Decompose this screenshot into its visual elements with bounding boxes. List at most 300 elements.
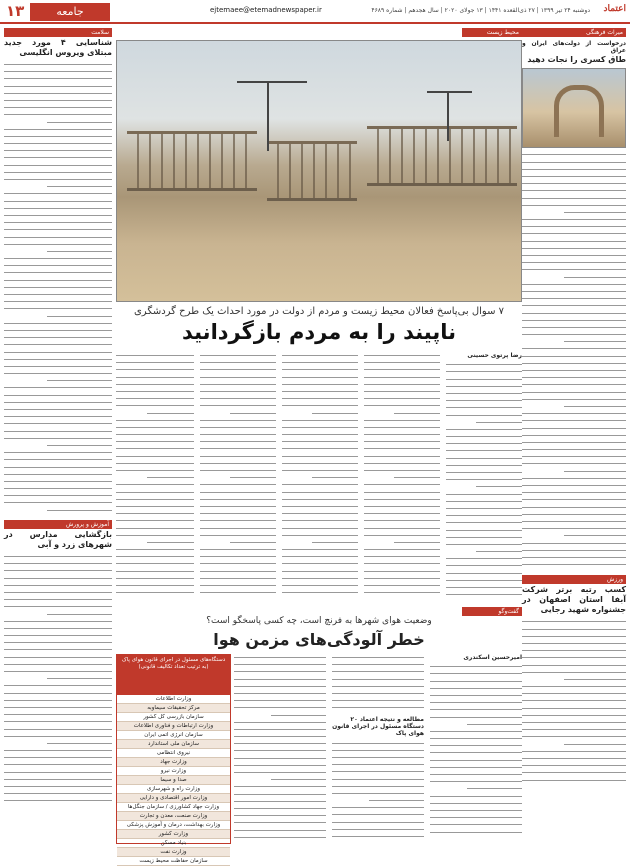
text-line [4,327,112,334]
text-line [47,611,112,618]
text-line [234,719,326,726]
text-line [234,762,326,769]
text-line [332,676,424,683]
text-line [116,352,194,359]
text-line [332,819,424,826]
text-line [364,445,440,452]
text-line [4,133,112,140]
text-line [47,313,112,320]
text-line [200,388,276,395]
heritage-title[interactable]: طاق کسری را نجات دهید [527,55,626,65]
text-line [430,771,522,778]
story-col-3 [282,352,358,606]
text-line [522,654,626,661]
text-line [332,690,424,697]
table-header: دستگاه‌های مسئول در اجرای قانون هوای پاک (به ترتیب تعداد تکالیف قانونی) [117,655,230,695]
table-row: مرکز تحقیقات سیماوبه [117,704,230,713]
text-line [394,539,440,546]
text-line [116,532,194,539]
text-line [4,111,112,118]
text-line [522,719,626,726]
text-line [476,419,522,426]
text-line [234,769,326,776]
text-line [4,582,112,589]
text-line [200,417,276,424]
text-line [116,546,194,553]
text-line [4,334,112,341]
text-line [522,238,626,245]
text-line [446,383,522,390]
text-line [47,248,112,255]
text-line [430,678,522,685]
text-line [522,151,626,158]
text-line [200,503,276,510]
text-line [200,525,276,532]
text-line [522,252,626,259]
text-line [47,740,112,747]
text-line [200,453,276,460]
text-line [4,499,112,506]
text-line [116,374,194,381]
text-line [116,589,194,596]
text-line [332,697,424,704]
text-line [4,575,112,582]
sport-body [522,618,626,788]
text-line [200,546,276,553]
text-line [522,540,626,547]
text-line [430,829,522,836]
text-line [4,384,112,391]
text-line [282,445,358,452]
text-line [430,692,522,699]
text-line [282,460,358,467]
text-line [564,468,626,475]
text-line [4,747,112,754]
text-line [4,560,112,567]
text-line [446,469,522,476]
text-line [522,690,626,697]
table-row: نیروی انتظامی [117,749,230,758]
text-line [116,481,194,488]
text-line [364,402,440,409]
text-line [522,633,626,640]
text-line [4,711,112,718]
text-line [116,568,194,575]
text-line [522,669,626,676]
text-line [4,370,112,377]
text-line [282,510,358,517]
text-line [522,317,626,324]
text-line [4,205,112,212]
text-line [200,575,276,582]
text-line [234,697,326,704]
text-line [564,532,626,539]
text-line [47,119,112,126]
text-line [364,525,440,532]
text-line [200,496,276,503]
text-line [4,154,112,161]
text-line [234,755,326,762]
text-line [522,518,626,525]
text-line [147,410,194,417]
text-line [116,388,194,395]
text-line [4,169,112,176]
text-line [364,395,440,402]
byline-air: امیرحسین اسکندری [463,654,522,661]
text-line [430,807,522,814]
main-subheadline: ۷ سوال بی‌پاسخ فعالان محیط زیست و مردم از دولت در مورد احداث یک طرح گردشگری [133,306,505,317]
text-line [446,584,522,591]
text-line [446,512,522,519]
text-line [364,517,440,524]
text-line [282,568,358,575]
text-line [282,489,358,496]
text-line [364,553,440,560]
text-line [4,90,112,97]
text-line [522,777,626,784]
text-line [234,726,326,733]
text-line [522,475,626,482]
text-line [446,404,522,411]
text-line [430,778,522,785]
text-line [4,140,112,147]
text-line [147,474,194,481]
text-line [4,212,112,219]
text-line [332,704,424,711]
text-line [4,603,112,610]
text-line [364,589,440,596]
text-line [116,453,194,460]
text-line [282,532,358,539]
text-line [200,395,276,402]
text-line [364,374,440,381]
text-line [446,491,522,498]
text-line [430,757,522,764]
text-line [364,489,440,496]
text-line [522,187,626,194]
text-line [4,198,112,205]
text-line [522,288,626,295]
story-col-4 [200,352,276,606]
text-line [4,255,112,262]
text-line [282,575,358,582]
health-body [4,61,112,516]
text-line [282,402,358,409]
text-line [4,277,112,284]
text-line [430,764,522,771]
text-line [200,352,276,359]
text-line [47,183,112,190]
text-line [4,639,112,646]
education-title[interactable]: بازگشایی مدارس در شهرهای زرد و آبی [4,530,112,549]
text-line [522,439,626,446]
table-row: بنیاد مسکن [117,839,230,848]
text-line [430,714,522,721]
education-tag: آموزش و پرورش [4,520,112,529]
text-line [282,467,358,474]
text-line [116,582,194,589]
text-line [200,553,276,560]
text-line [234,654,326,661]
text-line [522,662,626,669]
text-line [467,785,522,792]
text-line [522,496,626,503]
text-line [522,173,626,180]
text-line [522,647,626,654]
text-line [4,75,112,82]
text-line [116,553,194,560]
text-line [364,582,440,589]
text-line [200,445,276,452]
text-line [4,646,112,653]
text-line [282,481,358,488]
text-line [234,690,326,697]
text-line [522,166,626,173]
text-line [446,534,522,541]
text-line [200,510,276,517]
text-line [522,683,626,690]
construction-photo [116,40,522,302]
text-line [332,768,424,775]
heritage-kicker: درخواست از دولت‌های ایران و عراق [522,40,626,55]
table-row: وزارت کشور [117,830,230,839]
text-line [332,776,424,783]
text-line [332,761,424,768]
text-line [364,496,440,503]
text-line [446,498,522,505]
table-row: وزارت راه و شهرسازی [117,785,230,794]
story-col-1 [446,352,522,606]
text-line [522,381,626,388]
text-line [47,507,112,514]
text-line [446,555,522,562]
text-line [4,726,112,733]
text-line [522,432,626,439]
text-line [4,589,112,596]
text-line [4,241,112,248]
text-line [116,489,194,496]
text-line [116,510,194,517]
text-line [446,591,522,598]
text-line [522,159,626,166]
text-line [4,284,112,291]
text-line [332,668,424,675]
text-line [116,366,194,373]
text-line [446,527,522,534]
text-line [282,453,358,460]
text-line [446,519,522,526]
text-line [522,547,626,554]
text-line [234,791,326,798]
main-headline[interactable]: ناپیند را به مردم بازگردانید [181,320,456,344]
text-line [4,356,112,363]
text-line [282,589,358,596]
text-line [564,209,626,216]
text-line [522,396,626,403]
text-line [4,392,112,399]
text-line [116,359,194,366]
text-line [522,561,626,568]
text-line [230,410,276,417]
text-line [4,126,112,133]
text-line [234,783,326,790]
text-line [4,226,112,233]
text-line [4,553,112,560]
text-line [282,438,358,445]
text-line [4,363,112,370]
text-line [234,683,326,690]
text-line [364,467,440,474]
text-line [476,548,522,555]
text-line [200,374,276,381]
text-line [364,417,440,424]
table-row: وزارت اطلاعات [117,695,230,704]
text-line [522,360,626,367]
text-line [234,668,326,675]
text-line [282,503,358,510]
text-line [522,302,626,309]
text-line [230,539,276,546]
text-line [522,230,626,237]
text-line [47,675,112,682]
text-line [4,190,112,197]
text-line [446,505,522,512]
air-headline[interactable]: خطر آلودگی‌های مزمن هوا [213,630,425,649]
air-col-1 [430,654,522,844]
text-line [4,596,112,603]
text-line [522,460,626,467]
text-line [116,496,194,503]
text-line [282,431,358,438]
text-line [446,412,522,419]
text-line [446,433,522,440]
text-line [332,790,424,797]
text-line [4,718,112,725]
text-line [282,546,358,553]
text-line [234,704,326,711]
text-line [522,640,626,647]
text-line [332,747,424,754]
text-line [364,388,440,395]
page-header [0,0,630,24]
text-line [4,97,112,104]
main-column [116,28,522,864]
table-row: وزارت صنعت، معدن و تجارت [117,812,230,821]
text-line [4,690,112,697]
story-col-2 [364,352,440,606]
text-line [116,395,194,402]
text-line [394,474,440,481]
text-line [430,706,522,713]
text-line [364,560,440,567]
text-line [522,345,626,352]
health-title[interactable]: شناسایی ۴ مورد جدید مبتلای ویروس انگلیسی [4,38,113,57]
text-line [116,417,194,424]
text-line [230,474,276,481]
text-line [446,361,522,368]
text-line [564,274,626,281]
text-line [116,517,194,524]
text-line [47,377,112,384]
text-line [147,539,194,546]
text-line [332,661,424,668]
text-line [522,554,626,561]
text-line [364,438,440,445]
text-line [200,460,276,467]
text-line [4,320,112,327]
text-line [446,455,522,462]
text-line [446,440,522,447]
text-line [522,324,626,331]
text-line [522,180,626,187]
text-line [4,349,112,356]
text-line [364,575,440,582]
text-line [200,481,276,488]
text-line [4,406,112,413]
table-row: صدا و سیما [117,776,230,785]
text-line [4,449,112,456]
text-line [47,442,112,449]
text-line [4,291,112,298]
text-line [282,560,358,567]
text-line [364,366,440,373]
section-email[interactable]: ejtemaee@etemadnewspaper.ir [210,6,322,14]
text-line [446,577,522,584]
air-col-2 [332,654,424,844]
text-line [332,654,424,661]
text-line [564,338,626,345]
text-line [282,388,358,395]
text-line [522,245,626,252]
text-line [430,735,522,742]
text-line [522,762,626,769]
text-line [522,216,626,223]
text-line [282,395,358,402]
text-line [4,790,112,797]
air-bold-line: مطالعه و نتیجه اعتماد ۲۰ دستگاه مسئول در اجرای قانون هوای پاک [332,716,424,738]
text-line [4,305,112,312]
text-line [200,517,276,524]
text-line [4,456,112,463]
text-line [522,453,626,460]
text-line [364,546,440,553]
text-line [430,663,522,670]
text-line [116,381,194,388]
text-line [522,259,626,266]
text-line [522,626,626,633]
text-line [4,83,112,90]
text-line [369,797,424,804]
text-line [522,425,626,432]
text-line [4,761,112,768]
table-row: سازمان انرژی اتمی ایران [117,731,230,740]
text-line [4,654,112,661]
text-line [312,474,358,481]
text-line [282,424,358,431]
text-line [564,676,626,683]
table-row: وزارت نیرو [117,767,230,776]
text-line [364,352,440,359]
text-line [234,676,326,683]
text-line [4,428,112,435]
section-label: جامعه [30,3,110,21]
text-line [116,424,194,431]
text-line [282,366,358,373]
text-line [116,467,194,474]
sport-title[interactable]: کسب رتبه برتر شرکت آبفا استان اصفهان در جشنواره شهید رجایی [522,585,626,615]
text-line [364,510,440,517]
sport-tag: ورزش [522,575,626,584]
